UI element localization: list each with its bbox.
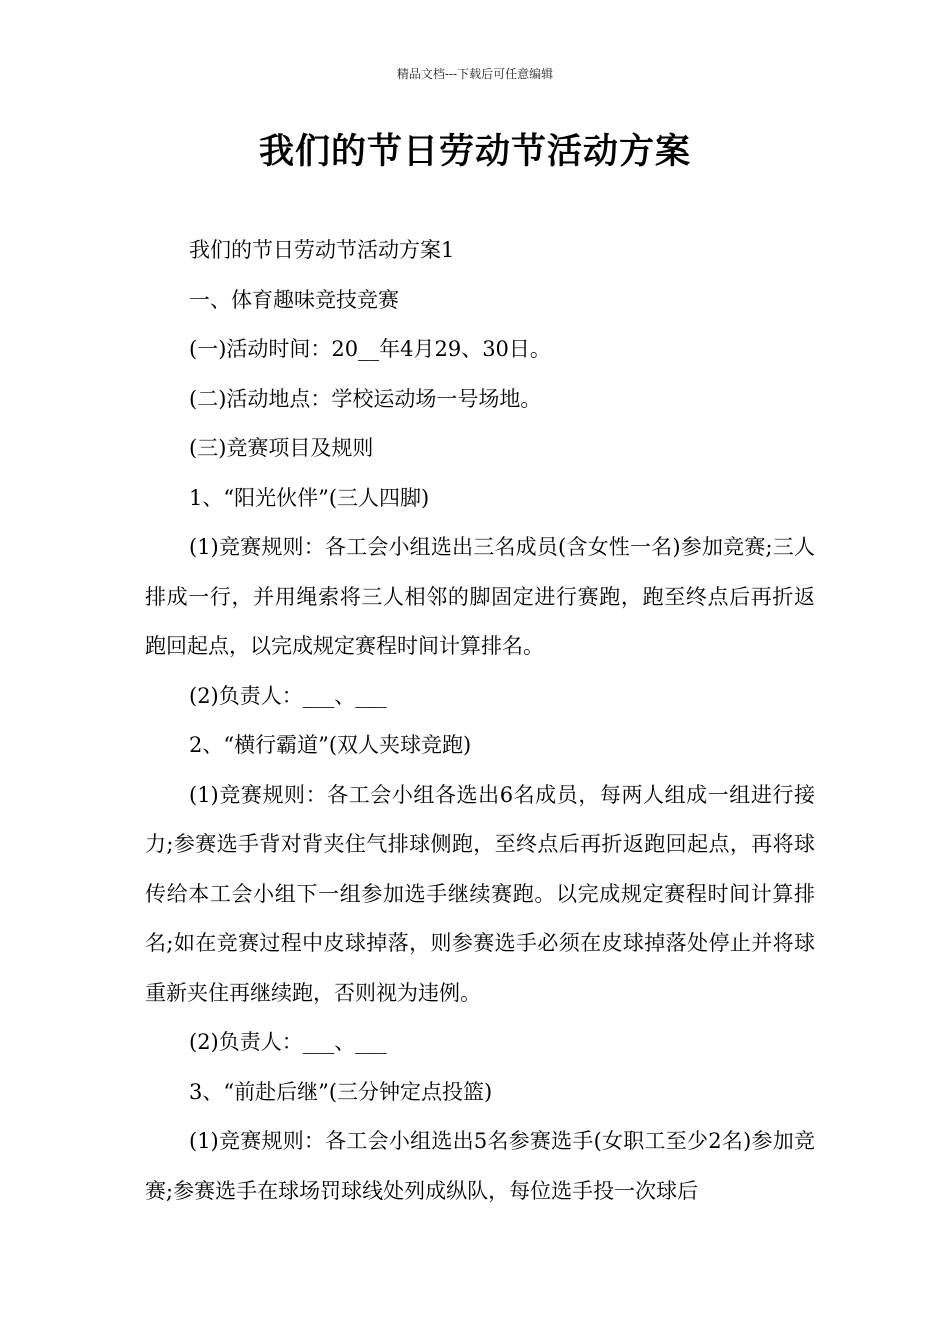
paragraph-section-heading: 我们的节日劳动节活动方案1 xyxy=(189,238,455,262)
paragraph-item-2-title: 2、“横行霸道”(双人夹球竞跑) xyxy=(189,733,472,757)
header-note: 精品文档---下载后可任意编辑 xyxy=(396,67,554,81)
paragraph-part-one: 一、体育趣味竞技竞赛 xyxy=(189,287,399,312)
paragraph-activity-location: (二)活动地点：学校运动场一号场地。 xyxy=(189,386,542,411)
paragraph-item-1-title: 1、“阳光伙伴”(三人四脚) xyxy=(189,485,430,510)
document-title: 我们的节日劳动节活动方案 xyxy=(258,131,691,172)
paragraph-item-3-rules: (1)竞赛规则：各工会小组选出5名参赛选手(女职工至少2名)参加竞赛;参赛选手在球场罚球线处列成纵队，每位选手投一次球后 xyxy=(145,1129,815,1203)
paragraph-item-2-rules: (1)竞赛规则：各工会小组各选出6名成员，每两人组成一组进行接力;参赛选手背对背夹住气排球侧跑，至终点后再折返跑回起点，再将球传给本工会小组下一组参加选手继续赛跑。以完成规定赛程时间计算排名;如在竞赛过程中皮球掉落，则参赛选手必须在皮球掉落处停止并将球重新夹住再继续跑，否则视为违例。 xyxy=(145,782,815,1005)
paragraph-item-1-owner: (2)负责人：___、___ xyxy=(189,683,387,708)
document-body xyxy=(145,226,815,1216)
paragraph-item-3-title: 3、“前赴后继”(三分钟定点投篮) xyxy=(189,1079,493,1104)
paragraph-activity-time: (一)活动时间：20__年4月29、30日。 xyxy=(189,337,551,361)
paragraph-item-2-owner: (2)负责人：___、___ xyxy=(189,1030,387,1054)
paragraph-item-1-rules: (1)竞赛规则：各工会小组选出三名成员(含女性一名)参加竞赛;三人排成一行，并用绳索将三人相邻的脚固定进行赛跑，跑至终点后再折返跑回起点，以完成规定赛程时间计算排名。 xyxy=(145,535,815,658)
paragraph-items-and-rules: (三)竞赛项目及规则 xyxy=(189,436,374,460)
